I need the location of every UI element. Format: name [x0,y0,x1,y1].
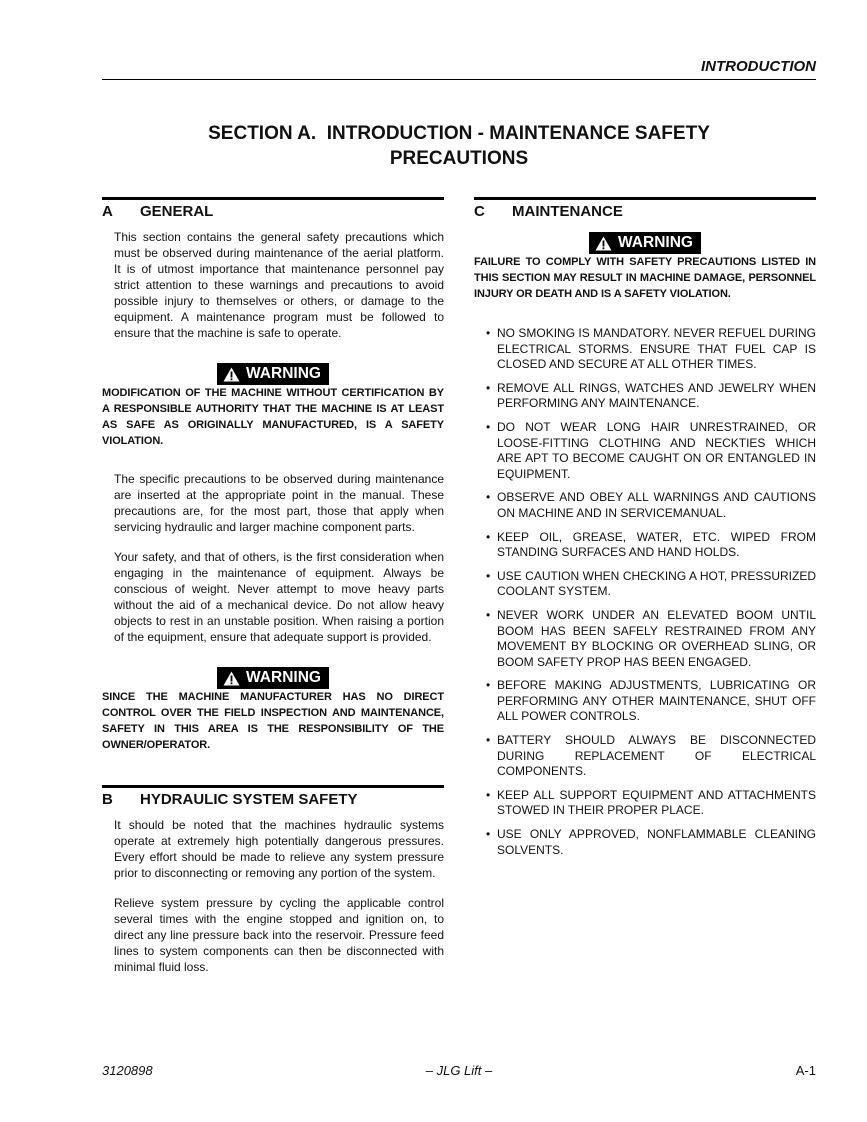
list-item: • USE ONLY APPROVED, NONFLAMMABLE CLEANING SOLVENTS. [486,827,816,858]
maintenance-precautions-list [486,326,816,858]
header-rule [102,79,816,80]
warning-text-2: SINCE THE MACHINE MANUFACTURER HAS NO DIRECT CONTROL OVER THE FIELD INSPECTION AND MAINTENANCE, SAFETY IN THIS AREA IS THE RESPONSIBILITY OF THE OWNER/OPERATOR. [102,691,444,751]
warning-badge-1 [102,363,444,385]
section-a-para1: This section contains the general safety precautions which must be observed during maintenance of the aerial platform. It is of utmost importance that maintenance personnel pay strict attention to these warnings and precautions to avoid possible injury to themselves or others, or damage to the equipment. A maintenance program must be followed to ensure that the machine is safe to operate. [114,230,444,340]
list-item: • BATTERY SHOULD ALWAYS BE DISCONNECTED DURING REPLACEMENT OF ELECTRICAL COMPONENTS. [486,733,816,780]
running-header: INTRODUCTION [701,58,816,75]
warning-text-3: FAILURE TO COMPLY WITH SAFETY PRECAUTIONS LISTED IN THIS SECTION MAY RESULT IN MACHINE DAMAGE, PERSONNEL INJURY OR DEATH AND IS A SAFETY VIOLATION. [474,256,816,300]
list-item: • OBSERVE AND OBEY ALL WARNINGS AND CAUTIONS ON MACHINE AND IN SERVICEMANUAL. [486,490,816,521]
section-c-letter: C [474,203,485,220]
section-a-para3: Your safety, and that of others, is the first consideration when engaging in the maintenance of equipment. Always be conscious of weight. Never attempt to move heavy parts without the aid of a mechanical device. Do not allow heavy objects to rest in an unstable position. When raising a portion of the equipment, ensure that adequate support is provided. [114,550,444,644]
section-a-para2: The specific precautions to be observed during maintenance are inserted at the appropriate point in the manual. These precautions are, for the most part, those that apply when servicing hydraulic and larger machine component parts. [114,472,444,534]
section-b-title: HYDRAULIC SYSTEM SAFETY [140,791,358,808]
list-item: • NO SMOKING IS MANDATORY. NEVER REFUEL DURING ELECTRICAL STORMS. ENSURE THAT FUEL CAP IS CLOSED AND SECURE AT ALL OTHER TIMES. [486,326,816,373]
warning-label-2: WARNING [246,669,321,686]
section-a-title: GENERAL [140,203,214,220]
warning-label-1: WARNING [246,365,321,382]
doc-number: 3120898 [102,1063,153,1078]
section-b-heading [102,785,444,809]
list-item: • BEFORE MAKING ADJUSTMENTS, LUBRICATING OR PERFORMING ANY OTHER MAINTENANCE, SHUT OFF ALL POWER CONTROLS. [486,678,816,725]
section-c-title: MAINTENANCE [512,203,623,220]
warning-text-1: MODIFICATION OF THE MACHINE WITHOUT CERTIFICATION BY A RESPONSIBLE AUTHORITY THAT THE MACHINE IS AT LEAST AS SAFE AS ORIGINALLY MANUFACTURED, IS A SAFETY VIOLATION. [102,387,444,447]
list-item: • USE CAUTION WHEN CHECKING A HOT, PRESSURIZED COOLANT SYSTEM. [486,569,816,600]
page-title [102,121,816,171]
list-item: • KEEP ALL SUPPORT EQUIPMENT AND ATTACHMENTS STOWED IN THEIR PROPER PLACE. [486,788,816,819]
section-c-heading [474,197,816,221]
right-column [474,197,816,866]
publisher: – JLG Lift – [425,1063,493,1078]
warning-triangle-icon [223,671,240,686]
section-a-heading [102,197,444,221]
section-b-letter: B [102,791,113,808]
section-b-para1: It should be noted that the machines hydraulic systems operate at extremely high potentially dangerous pressures. Every effort should be made to relieve any system pressure prior to disconnecting or removing any portion of the system. [114,818,444,880]
list-item: • DO NOT WEAR LONG HAIR UNRESTRAINED, OR LOOSE-FITTING CLOTHING AND NECKTIES WHICH ARE APT TO BECOME CAUGHT ON OR ENTANGLED IN EQUIPMENT. [486,420,816,482]
warning-triangle-icon [223,367,240,382]
list-item: • NEVER WORK UNDER AN ELEVATED BOOM UNTIL BOOM HAS BEEN SAFELY RESTRAINED FROM ANY MOVEMENT BY BLOCKING OR OVERHEAD SLING, OR BOOM SAFETY PROP HAS BEEN ENGAGED. [486,608,816,670]
page-title-line2: PRECAUTIONS [389,148,529,169]
section-a-letter: A [102,203,113,220]
page-title-line1: SECTION A. INTRODUCTION - MAINTENANCE SAFETY [208,123,710,144]
warning-badge-2 [102,667,444,689]
warning-triangle-icon [595,236,612,251]
warning-label-3: WARNING [618,234,693,251]
list-item: • KEEP OIL, GREASE, WATER, ETC. WIPED FROM STANDING SURFACES AND HAND HOLDS. [486,530,816,561]
list-item: • REMOVE ALL RINGS, WATCHES AND JEWELRY WHEN PERFORMING ANY MAINTENANCE. [486,381,816,412]
page-number: A-1 [795,1063,816,1078]
left-column [102,197,444,975]
warning-badge-3 [474,232,816,254]
section-b-para2: Relieve system pressure by cycling the applicable control several times with the engine stopped and ignition on, to direct any line pressure back into the reservoir. Pressure feed lines to system components can then be disconnected with minimal fluid loss. [114,896,444,974]
